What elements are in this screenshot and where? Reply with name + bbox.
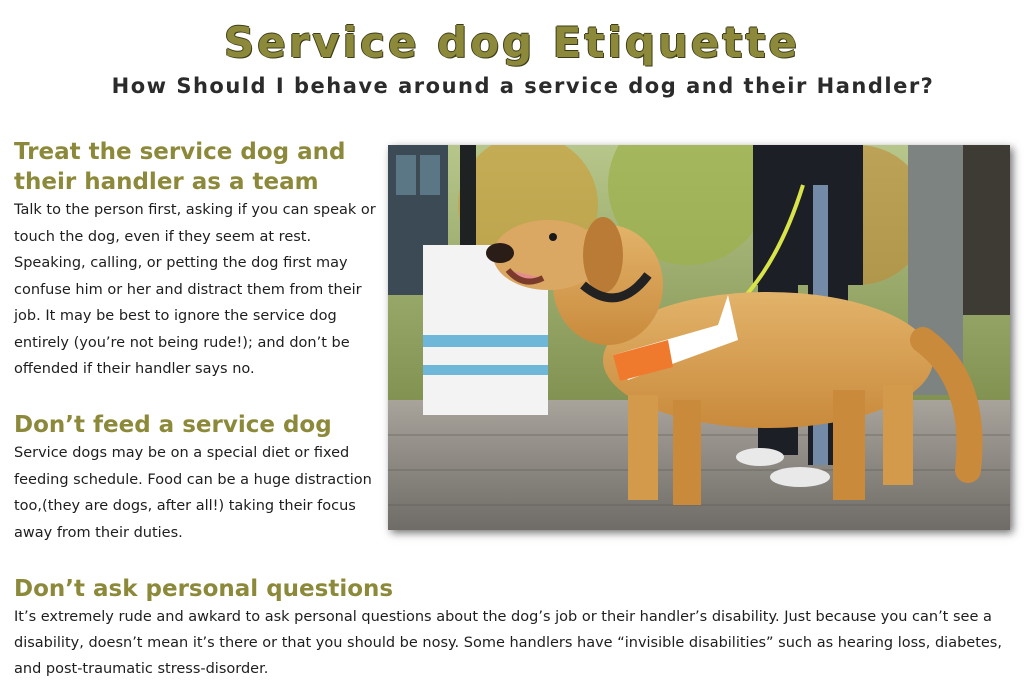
section-questions xyxy=(14,574,1014,682)
section-team xyxy=(14,137,386,383)
page-title: Service dog Etiquette xyxy=(223,18,801,67)
section-feed xyxy=(14,410,386,546)
page-subtitle: How Should I behave around a service dog and their Handler? xyxy=(111,74,935,98)
section-heading: Don’t feed a service dog xyxy=(14,412,332,438)
section-body: It’s extremely rude and awkard to ask personal questions about the dog’s job or their handler’s disability. Just because you can’t see a disability, doesn’t mean it’s there or that you should be nosy. Some handlers have “invisible disabilities” such as hearing loss, diabetes, and post-traumatic stress-disorder. xyxy=(14,609,1002,677)
section-body: Talk to the person first, asking if you can speak or touch the dog, even if they seem at rest. Speaking, calling, or petting the dog first may confuse him or her and distract them from their job. It may be best to ignore the service dog entirely (you’re not being rude!); and don’t be offended if their handler says no. xyxy=(14,202,376,377)
service-dog-photo xyxy=(388,145,1010,530)
service-dog-illustration xyxy=(388,145,1010,530)
section-body: Service dogs may be on a special diet or fixed feeding schedule. Food can be a huge distraction too,(they are dogs, after all!) taking their focus away from their duties. xyxy=(14,445,372,541)
section-heading: Don’t ask personal questions xyxy=(14,576,394,602)
section-heading: Treat the service dog and their handler as a team xyxy=(14,139,346,195)
